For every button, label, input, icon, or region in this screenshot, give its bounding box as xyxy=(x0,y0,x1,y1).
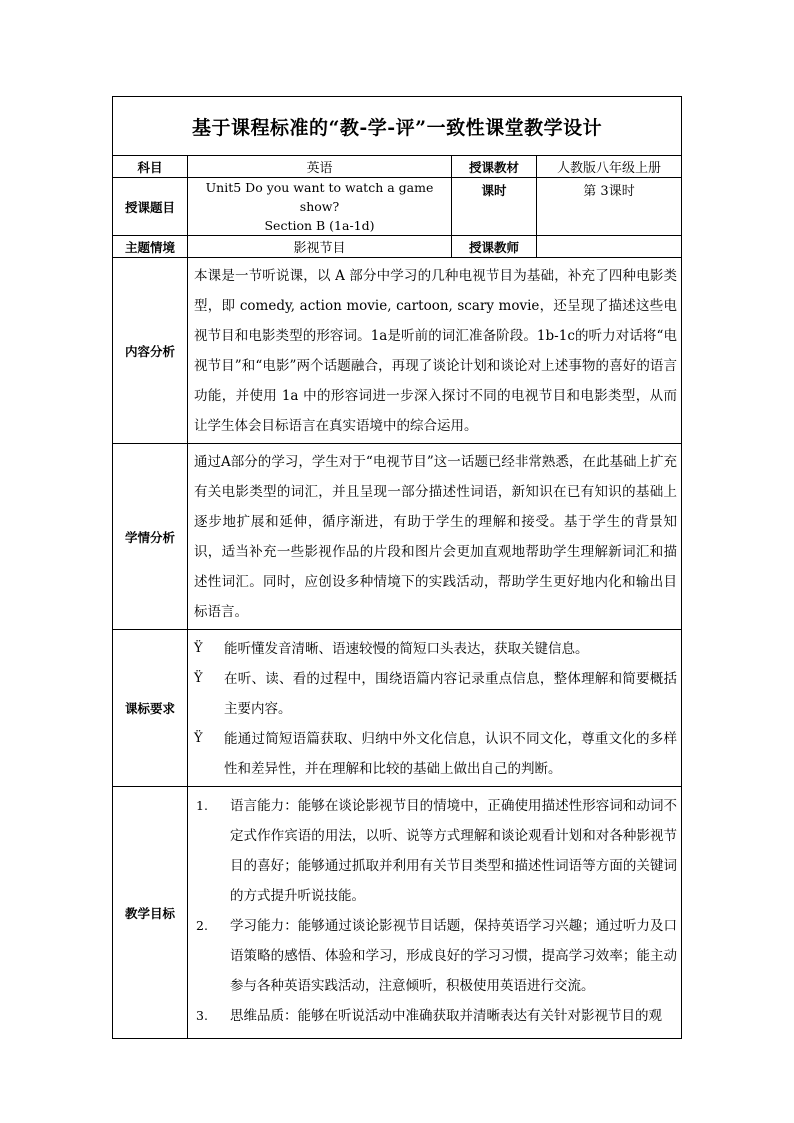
standard-text: 在听、读、看的过程中，围绕语篇内容记录重点信息，整体理解和简要概括主要内容。 xyxy=(224,671,678,717)
standard-item xyxy=(190,724,677,784)
period-value: 第 3课时 xyxy=(537,178,682,236)
teaching-objectives-label: 教学目标 xyxy=(113,787,188,1039)
standard-item xyxy=(190,634,677,664)
learner-analysis-label: 学情分析 xyxy=(113,444,188,630)
lesson-plan-sheet xyxy=(112,96,681,1039)
teaching-objectives-list xyxy=(188,787,682,1039)
objective-number: 1. xyxy=(196,798,208,813)
objective-number: 2. xyxy=(196,918,208,933)
objectives-clip xyxy=(190,791,677,1036)
lesson-plan-table xyxy=(112,96,682,1039)
bullet-marker: Ÿ xyxy=(194,641,203,656)
subject-label: 科目 xyxy=(113,156,188,178)
teacher-value xyxy=(537,236,682,258)
content-analysis-label: 内容分析 xyxy=(113,258,188,444)
objective-item xyxy=(190,1001,677,1031)
objective-item xyxy=(190,791,677,911)
teacher-label: 授课教师 xyxy=(452,236,537,258)
textbook-label: 授课教材 xyxy=(452,156,537,178)
bullet-marker: Ÿ xyxy=(194,671,203,686)
curriculum-standards-list xyxy=(188,630,682,787)
document-title: 基于课程标准的“教-学-评”一致性课堂教学设计 xyxy=(113,97,682,156)
theme-value: 影视节目 xyxy=(188,236,452,258)
content-analysis-text: 本课是一节听说课，以 A 部分中学习的几种电视节目为基础，补充了四种电影类型，即 comedy, action movie, cartoon, scary movie，还呈现了描述这些电视节目和电影类型的形容词。1a是听前的词汇准备阶段。1b-1c的听力对话将“电视节目”和“电影”两个话题融合，再现了谈论计划和谈论对上述事物的喜好的语言功能，并使用 1a 中的形容词进一步深入探讨不同的电视节目和电影类型，从而让学生体会目标语言在真实语境中的综合运用。 xyxy=(188,258,682,444)
standard-item xyxy=(190,664,677,724)
objective-item xyxy=(190,911,677,1001)
curriculum-standards-label: 课标要求 xyxy=(113,630,188,787)
standard-text: 能通过简短语篇获取、归纳中外文化信息，认识不同文化，尊重文化的多样性和差异性，并在理解和比较的基础上做出自己的判断。 xyxy=(224,731,678,777)
textbook-value: 人教版八年级上册 xyxy=(537,156,682,178)
objective-text: 思维品质：能够在听说活动中准确获取并清晰表达有关针对影视节目的观 xyxy=(230,1008,662,1024)
topic-line-1: Unit5 Do you want to watch a game show? xyxy=(205,180,434,214)
topic-line-2: Section B (1a-1d) xyxy=(264,218,375,233)
objective-number: 3. xyxy=(196,1008,208,1023)
learner-analysis-text: 通过A部分的学习，学生对于“电视节目”这一话题已经非常熟悉，在此基础上扩充有关电影类型的词汇，并且呈现一部分描述性词语，新知识在已有知识的基础上逐步地扩展和延伸，循序渐进，有助于学生的理解和接受。基于学生的背景知识，适当补充一些影视作品的片段和图片会更加直观地帮助学生理解新词汇和描述性词汇。同时，应创设多种情境下的实践活动，帮助学生更好地内化和输出目标语言。 xyxy=(188,444,682,630)
topic-label: 授课题目 xyxy=(113,178,188,236)
subject-value: 英语 xyxy=(188,156,452,178)
objective-text: 学习能力：能够通过谈论影视节目话题，保持英语学习兴趣；通过听力及口语策略的感悟、体验和学习，形成良好的学习习惯，提高学习效率；能主动参与各种英语实践活动，注意倾听，积极使用英语进行交流。 xyxy=(230,918,678,994)
standard-text: 能听懂发音清晰、语速较慢的简短口头表达，获取关键信息。 xyxy=(224,641,589,657)
theme-label: 主题情境 xyxy=(113,236,188,258)
topic-value xyxy=(188,178,452,236)
bullet-marker: Ÿ xyxy=(194,731,203,746)
period-label: 课时 xyxy=(452,178,537,236)
objective-text: 语言能力：能够在谈论影视节目的情境中，正确使用描述性形容词和动词不定式作作宾语的用法，以听、说等方式理解和谈论观看计划和对各种影视节目的喜好；能够通过抓取并利用有关节目类型和描述性词语等方面的关键词的方式提升听说技能。 xyxy=(230,798,678,904)
